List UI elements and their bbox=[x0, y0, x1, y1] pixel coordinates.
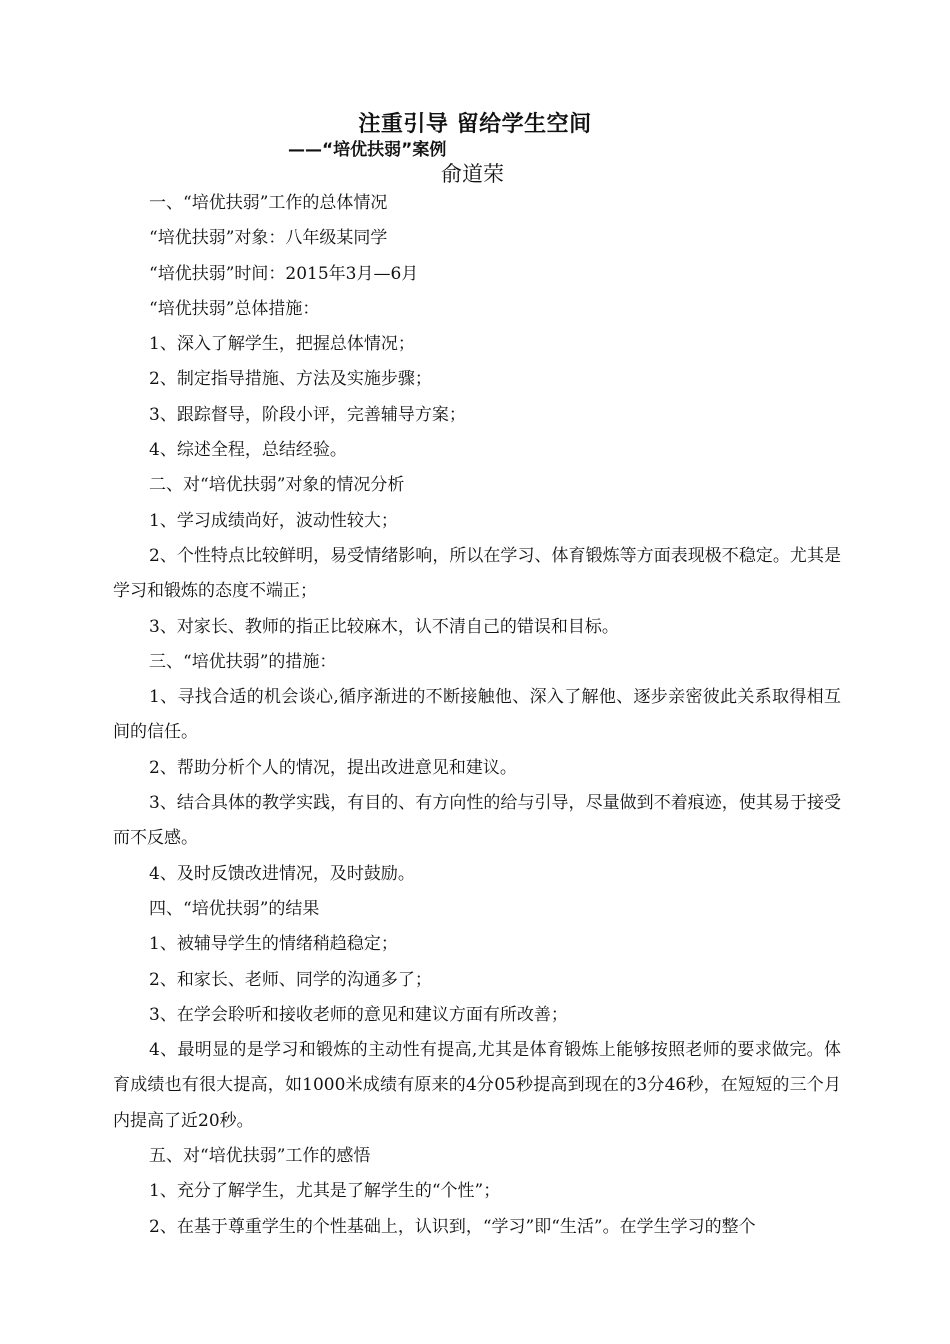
document-body bbox=[113, 186, 841, 1245]
list-item: 2、帮助分析个人的情况，提出改进意见和建议。 bbox=[149, 757, 517, 778]
list-item: 4、及时反馈改进情况，及时鼓励。 bbox=[149, 863, 415, 884]
list-item: 4、综述全程，总结经验。 bbox=[149, 440, 347, 461]
list-item: 1、学习成绩尚好，波动性较大； bbox=[149, 510, 398, 531]
paragraph: “培优扶弱”总体措施： bbox=[149, 298, 320, 319]
list-item: 3、在学会聆听和接收老师的意见和建议方面有所改善； bbox=[149, 1004, 568, 1025]
section-heading-2: 二、对“培优扶弱”对象的情况分析 bbox=[149, 475, 405, 496]
list-item: 2、和家长、老师、同学的沟通多了； bbox=[149, 969, 432, 990]
list-item: 2、个性特点比较鲜明，易受情绪影响，所以在学习、体育锻炼等方面表现极不稳定。尤其是学习和锻炼的态度不端正； bbox=[113, 545, 841, 602]
section-heading-5: 五、对“培优扶弱”工作的感悟 bbox=[149, 1146, 371, 1167]
list-item: 1、充分了解学生，尤其是了解学生的“个性”； bbox=[149, 1181, 501, 1202]
document-author: 俞道荣 bbox=[441, 162, 504, 186]
section-heading-4: 四、“培优扶弱”的结果 bbox=[149, 898, 320, 919]
list-item: 1、寻找合适的机会谈心,循序渐进的不断接触他、深入了解他、逐步亲密彼此关系取得相互间的信任。 bbox=[113, 687, 841, 743]
list-item: 2、在基于尊重学生的个性基础上，认识到，“学习”即“生活”。在学生学习的整个 bbox=[149, 1216, 756, 1237]
paragraph: “培优扶弱”时间：2015年3月—6月 bbox=[149, 263, 419, 284]
paragraph: “培优扶弱”对象：八年级某同学 bbox=[149, 228, 388, 249]
section-heading-1: 一、“培优扶弱”工作的总体情况 bbox=[149, 193, 388, 213]
list-item: 3、跟踪督导，阶段小评，完善辅导方案； bbox=[149, 404, 466, 425]
list-item: 1、深入了解学生，把握总体情况； bbox=[149, 334, 415, 355]
document-title: 注重引导 留给学生空间 bbox=[358, 112, 592, 137]
list-item: 3、结合具体的教学实践，有目的、有方向性的给与引导，尽量做到不着痕迹，使其易于接受而不反感。 bbox=[113, 793, 841, 849]
list-item: 4、最明显的是学习和锻炼的主动性有提高,尤其是体育锻炼上能够按照老师的要求做完。体育成绩也有很大提高，如1000米成绩有原来的4分05秒提高到现在的3分46秒，在短短的三个月内提高了近20秒。 bbox=[113, 1040, 841, 1131]
list-item: 1、被辅导学生的情绪稍趋稳定； bbox=[149, 934, 398, 955]
list-item: 2、制定指导措施、方法及实施步骤； bbox=[149, 369, 432, 390]
section-heading-3: 三、“培优扶弱”的措施： bbox=[149, 651, 337, 672]
list-item: 3、对家长、教师的指正比较麻木，认不清自己的错误和目标。 bbox=[149, 616, 619, 637]
document-subtitle: ——“培优扶弱”案例 bbox=[288, 140, 447, 160]
